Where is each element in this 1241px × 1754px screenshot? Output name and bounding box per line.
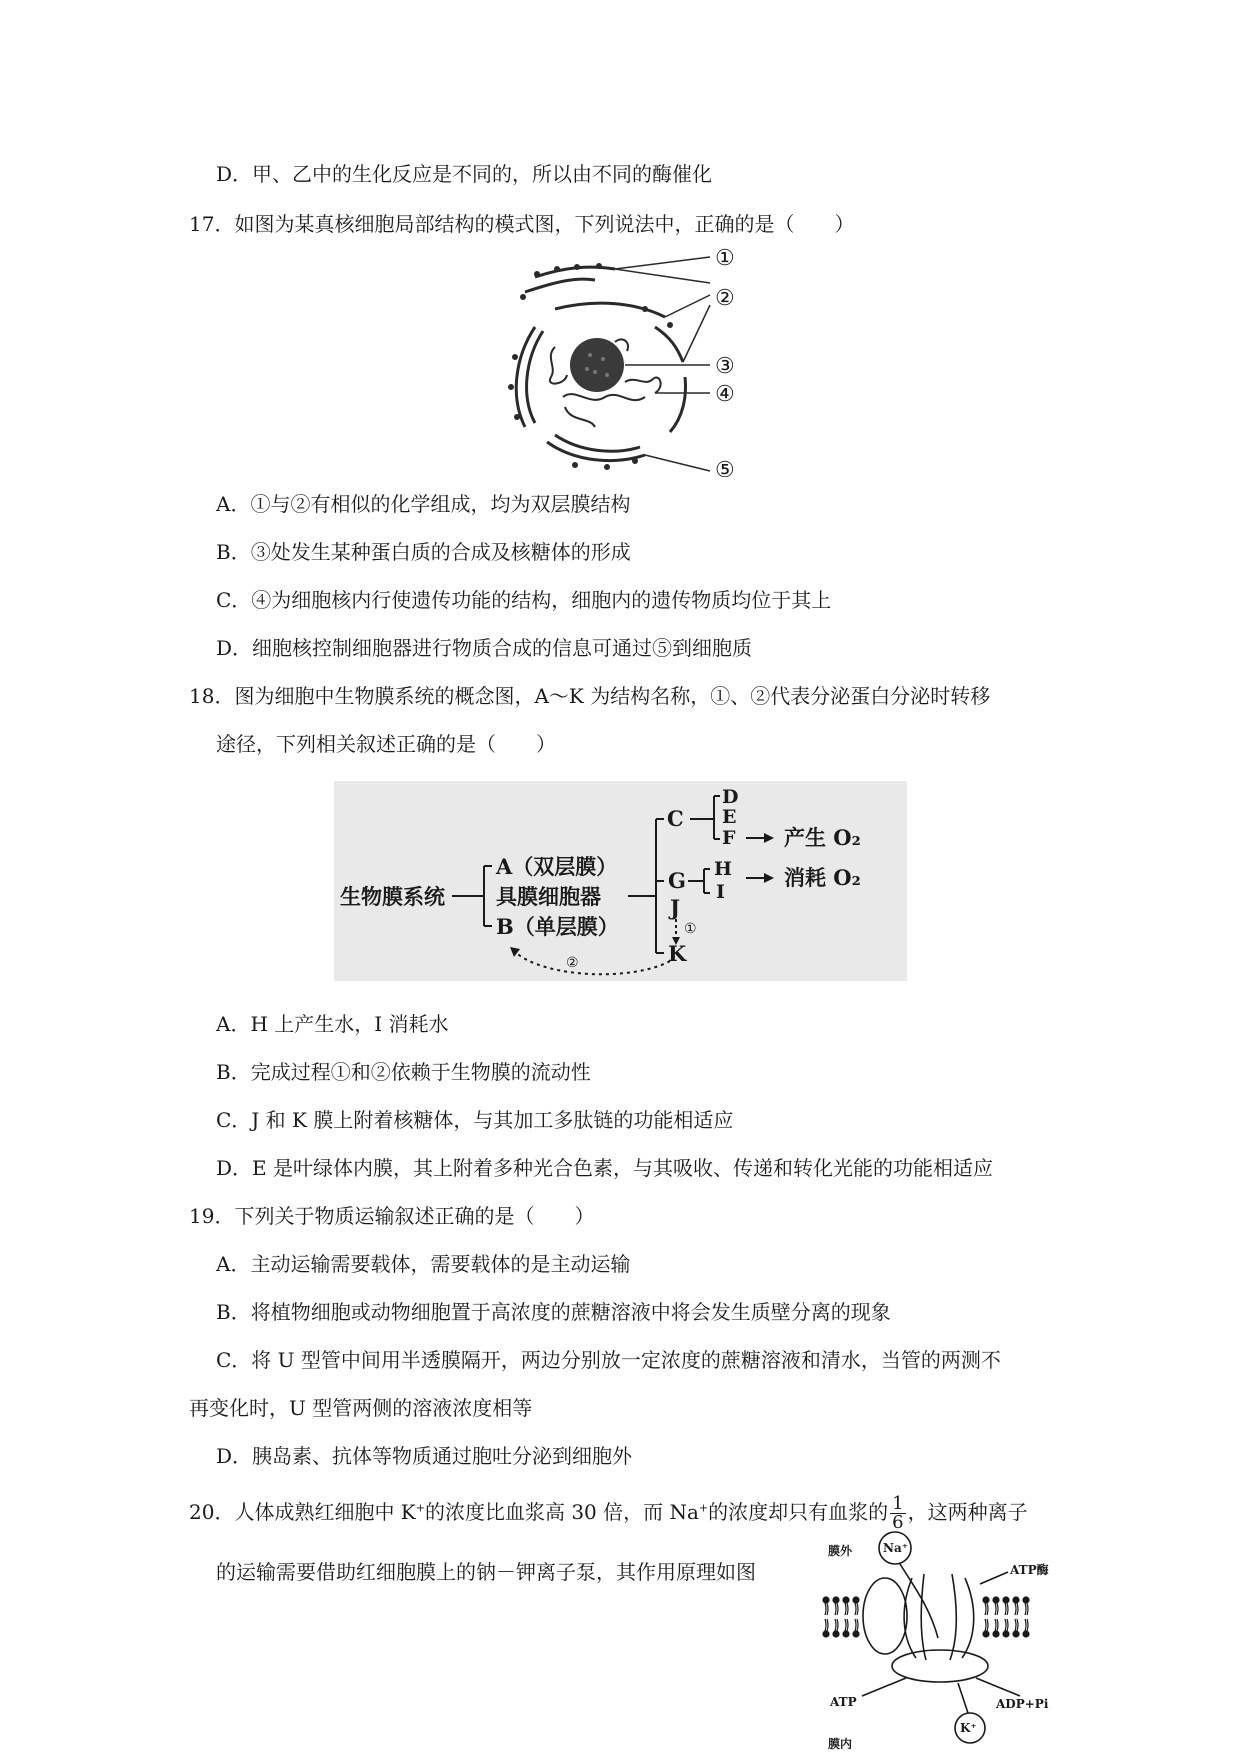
- q20-fraction: [890, 1495, 905, 1532]
- q18-produce-o2: 产生 O₂: [784, 825, 861, 850]
- q19-option-d: D．胰岛素、抗体等物质通过胞吐分泌到细胞外: [216, 1444, 633, 1468]
- q20-stem-part-d: ，这两种离子: [907, 1500, 1028, 1524]
- q18-option-d: D．E 是叶绿体内膜，其上附着多种光合色素，与其吸收、传递和转化光能的功能相适应: [216, 1156, 993, 1180]
- q17-option-a: A．①与②有相似的化学组成，均为双层膜结构: [216, 492, 631, 516]
- q18-node-d: D: [722, 786, 739, 808]
- q17-nucleus-figure: [495, 247, 755, 477]
- q17-label-3: ③: [715, 354, 735, 379]
- q19-stem: 19．下列关于物质运输叙述正确的是（ ）: [189, 1204, 595, 1228]
- q20-stem-line1: [189, 1495, 1028, 1532]
- q18-node-g: G: [668, 868, 686, 893]
- q20-k-charge: +: [415, 1501, 425, 1515]
- q18-consume-o2: 消耗 O₂: [784, 865, 861, 890]
- q20-label-outside: 膜外: [828, 1544, 853, 1558]
- q18-step-1: ①: [684, 921, 697, 937]
- q20-label-atpase: ATP酶: [1010, 1563, 1049, 1577]
- q20-label-k: K⁺: [960, 1721, 977, 1735]
- q17-stem: 17．如图为某真核细胞局部结构的模式图，下列说法中，正确的是（ ）: [189, 212, 855, 236]
- q17-option-d: D．细胞核控制细胞器进行物质合成的信息可通过⑤到细胞质: [216, 636, 753, 660]
- q18-node-mid: 具膜细胞器: [496, 884, 601, 909]
- q17-option-c: C．④为细胞核内行使遗传功能的结构，细胞内的遗传物质均位于其上: [216, 588, 832, 612]
- q17-label-5: ⑤: [715, 458, 735, 477]
- q20-sodium-potassium-pump-figure: [820, 1528, 1060, 1753]
- q18-node-h: H: [714, 858, 732, 880]
- q20-label-na: Na⁺: [883, 1541, 909, 1555]
- q18-node-j: J: [670, 895, 680, 920]
- q18-option-a: A．H 上产生水，I 消耗水: [216, 1012, 449, 1036]
- q20-label-atp: ATP: [830, 1695, 857, 1709]
- q20-stem-part-b: 的浓度比血浆高 30 倍，而 Na: [424, 1500, 699, 1524]
- q20-fraction-denominator: 6: [892, 1512, 904, 1533]
- q17-option-b: B．③处发生某种蛋白质的合成及核糖体的形成: [216, 540, 631, 564]
- q18-stem-line1: 18．图为细胞中生物膜系统的概念图，A～K 为结构名称，①、②代表分泌蛋白分泌时转移: [189, 684, 991, 708]
- q18-root-label: 生物膜系统: [340, 884, 445, 909]
- q16-option-d: D．甲、乙中的生化反应是不同的，所以由不同的酶催化: [216, 162, 713, 186]
- q20-stem-part-a: 20．人体成熟红细胞中 K: [189, 1500, 416, 1524]
- q18-node-k: K: [668, 941, 687, 966]
- q18-node-a: A（双层膜）: [496, 854, 618, 879]
- q18-step-2: ②: [566, 955, 579, 971]
- q18-node-c: C: [667, 806, 684, 831]
- q18-membrane-concept-map: [334, 781, 907, 981]
- q18-node-b: B（单层膜）: [496, 914, 619, 939]
- q19-option-b: B．将植物细胞或动物细胞置于高浓度的蔗糖溶液中将会发生质壁分离的现象: [216, 1300, 891, 1324]
- q18-option-c: C．J 和 K 膜上附着核糖体，与其加工多肽链的功能相适应: [216, 1108, 734, 1132]
- q20-stem-line2: 的运输需要借助红细胞膜上的钠－钾离子泵，其作用原理如图: [216, 1560, 756, 1584]
- q18-node-i: I: [716, 881, 725, 903]
- q17-label-1: ①: [715, 247, 735, 271]
- q20-fraction-numerator: 1: [892, 1493, 904, 1514]
- q18-node-f: F: [722, 827, 736, 849]
- q18-option-b: B．完成过程①和②依赖于生物膜的流动性: [216, 1060, 591, 1084]
- q19-option-c-line1: C．将 U 型管中间用半透膜隔开，两边分别放一定浓度的蔗糖溶液和清水，当管的两测不: [216, 1348, 1001, 1372]
- q17-label-2: ②: [715, 286, 735, 311]
- q19-option-a: A．主动运输需要载体，需要载体的是主动运输: [216, 1252, 631, 1276]
- q19-option-c-line2: 再变化时，U 型管两侧的溶液浓度相等: [189, 1396, 533, 1420]
- q20-label-inside: 膜内: [828, 1737, 853, 1751]
- q17-label-4: ④: [715, 382, 735, 407]
- q18-stem-line2: 途径，下列相关叙述正确的是（ ）: [216, 732, 556, 756]
- q20-stem-part-c: 的浓度却只有血浆的: [708, 1500, 889, 1524]
- q20-na-charge: +: [698, 1501, 709, 1515]
- q20-label-adp: ADP+Pi: [996, 1697, 1049, 1711]
- q18-node-e: E: [722, 806, 737, 828]
